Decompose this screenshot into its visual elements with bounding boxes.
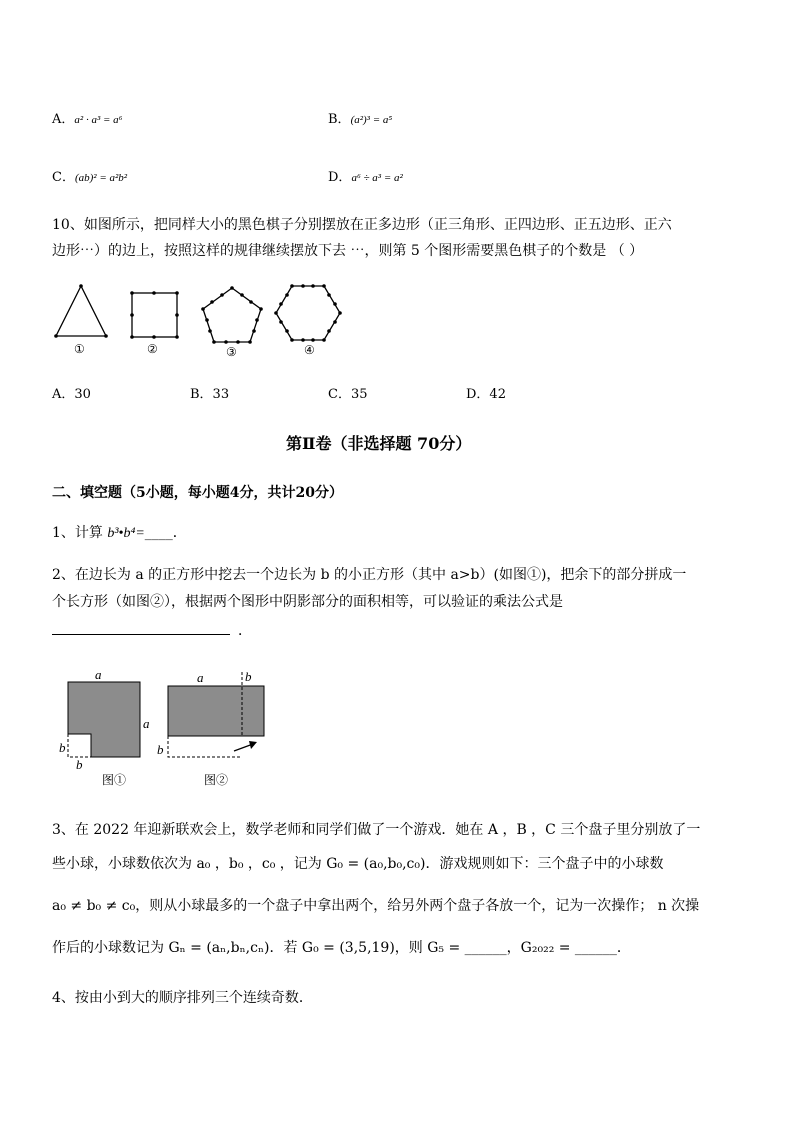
part2-heading: 二、填空题（5小题，每小题4分，共计20分）	[52, 485, 343, 501]
fig-label-1: ①	[74, 342, 85, 356]
section-title: 第Ⅱ卷（非选择题 70分）	[286, 434, 472, 453]
fill2-line2: 个长方形（如图②），根据两个图形中阴影部分的面积相等，可以验证的乘法公式是	[52, 594, 563, 610]
fig1-label-top: a	[95, 667, 102, 682]
q10-stem-line1: 10、如图所示，把同样大小的黑色棋子分别摆放在正多边形（正三角形、正四边形、正五边形、正六	[52, 217, 672, 233]
fig1-shape	[68, 682, 140, 757]
fill2-answer-line: ．	[52, 618, 252, 644]
q9-option-c: C．(ab)² = a²b²	[52, 170, 128, 185]
fill3-line3: a₀ ≠ b₀ ≠ c₀，则从小球最多的一个盘子中拿出两个，给另外两个盘子各放一个，记为一次操作； n 次操	[52, 898, 700, 914]
hexagon-figure	[274, 284, 342, 342]
q10-option-c: C．35	[328, 387, 368, 402]
q9-option-a-expr: a² · a³ = a⁶	[74, 114, 123, 126]
q9-option-b: B．(a²)³ = a⁵	[328, 112, 393, 127]
q9-option-a: A．a² · a³ = a⁶	[52, 112, 123, 127]
fill2-blank[interactable]	[52, 620, 230, 635]
fill2-line1: 2、在边长为 a 的正方形中挖去一个边长为 b 的小正方形（其中 a>b）(如图①)，把余下的部分拼成一	[52, 567, 687, 583]
q9-option-d-expr: a⁶ ÷ a³ = a²	[351, 172, 403, 184]
fig1-label-left: b	[59, 740, 66, 755]
q10-stem-line2: 边形⋯）的边上，按照这样的规律继续摆放下去 ⋯，则第 5 个图形需要黑色棋子的个数是 （ ）	[52, 243, 644, 259]
fig-label-2: ②	[147, 342, 158, 356]
fill3-line1: 3、在 2022 年迎新联欢会上，数学老师和同学们做了一个游戏．她在 A ，B ，C 三个盘子里分别放了一	[52, 822, 701, 838]
fill3-line4: 作后的小球数记为 Gₙ = (aₙ,bₙ,cₙ)．若 G₀ = (3,5,19)，则 G₅ = ______，G₂₀₂₂ = ______．	[52, 940, 631, 956]
q9-option-b-expr: (a²)³ = a⁵	[350, 114, 393, 126]
q10-option-a: A．30	[52, 387, 91, 402]
fig1-label-right: a	[143, 716, 150, 731]
fig1-label-bottom: b	[76, 757, 83, 772]
triangle-figure	[54, 284, 108, 338]
fig2-label-b: b	[245, 669, 252, 684]
q9-option-c-expr: (ab)² = a²b²	[74, 172, 128, 184]
square-figure	[130, 291, 179, 339]
fig1-caption: 图①	[102, 773, 127, 787]
q10-option-d: D．42	[466, 387, 506, 402]
fill1-question: 1、计算 b³•b⁴=____．	[52, 525, 187, 541]
pentagon-figure	[201, 286, 263, 344]
fill1-expr: b³•b⁴=	[107, 526, 145, 541]
fig2-label-a: a	[197, 670, 204, 685]
fig2-caption: 图②	[204, 773, 229, 787]
q9-option-d: D．a⁶ ÷ a³ = a²	[328, 170, 403, 185]
fill4-question: 4、按由小到大的顺序排列三个连续奇数．	[52, 990, 313, 1006]
q10-option-b: B．33	[190, 387, 230, 402]
fig2-label-left: b	[157, 742, 164, 757]
fig-label-4: ④	[304, 343, 315, 357]
fig-label-3: ③	[226, 345, 237, 359]
fill3-line2: 些小球，小球数依次为 a₀ ，b₀ ，c₀ ，记为 G₀ = (a₀,b₀,c₀)．游戏规则如下：三个盘子中的小球数	[52, 856, 664, 872]
